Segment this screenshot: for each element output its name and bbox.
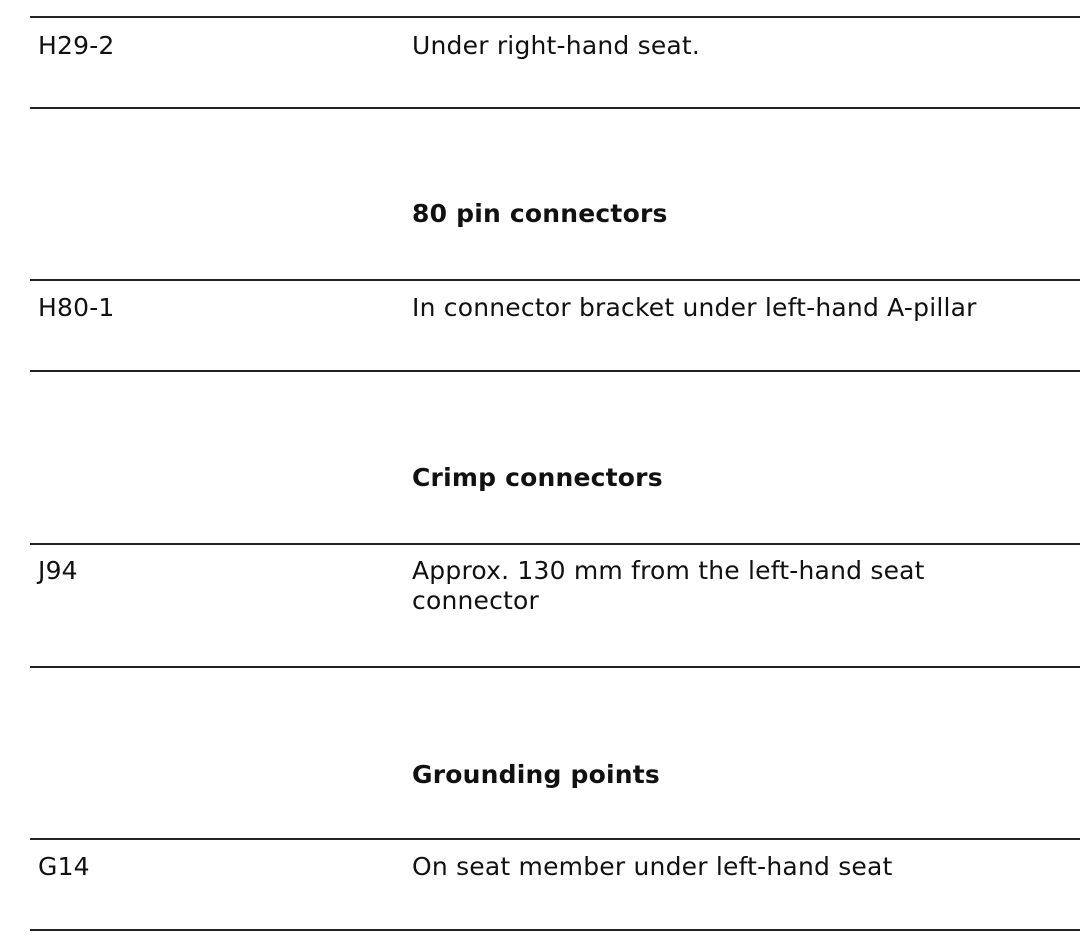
section-heading: 80 pin connectors (412, 199, 668, 228)
table-rule (30, 929, 1080, 931)
table-rule (30, 838, 1080, 840)
section-heading: Grounding points (412, 760, 660, 789)
section-heading: Crimp connectors (412, 463, 663, 492)
connector-code: G14 (38, 852, 90, 881)
table-rule (30, 107, 1080, 109)
table-rule (30, 370, 1080, 372)
connector-code: H29-2 (38, 31, 115, 60)
connector-location: On seat member under left-hand seat (412, 852, 893, 881)
connector-code: J94 (38, 556, 78, 585)
connector-location: Approx. 130 mm from the left-hand seat connector (412, 556, 925, 615)
table-rule (30, 666, 1080, 668)
table-rule (30, 543, 1080, 545)
table-rule (30, 279, 1080, 281)
connector-location: Under right-hand seat. (412, 31, 701, 60)
table-rule (30, 16, 1080, 18)
connector-code: H80-1 (38, 293, 115, 322)
connector-location: In connector bracket under left-hand A-pillar (412, 293, 977, 322)
